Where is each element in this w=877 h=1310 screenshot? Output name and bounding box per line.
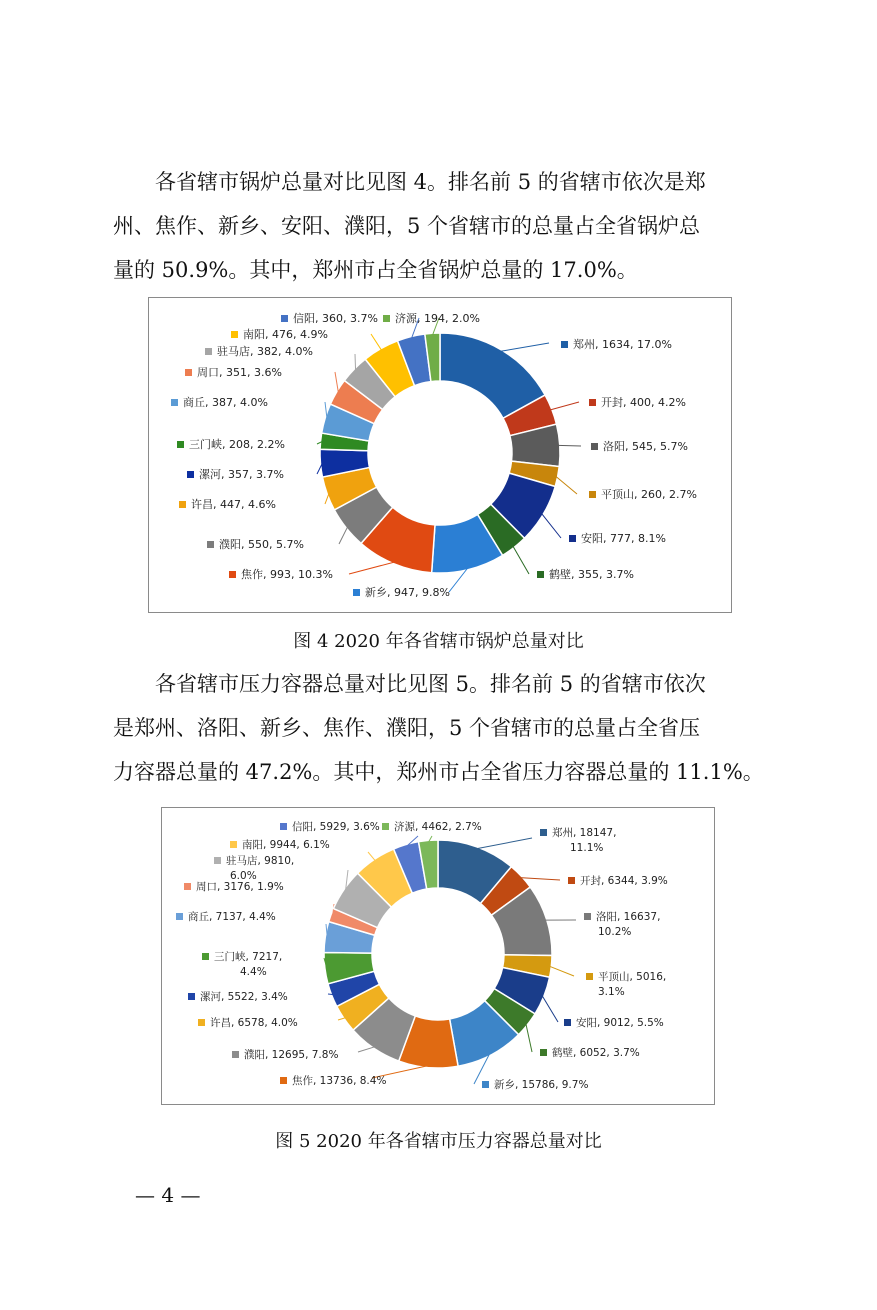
label-marker — [564, 1019, 571, 1026]
data-label: 商丘, 387, 4.0% — [183, 396, 268, 409]
leader-line — [549, 966, 574, 976]
page-number: — 4 — — [135, 1183, 201, 1207]
data-label: 焦作, 993, 10.3% — [241, 568, 333, 581]
data-label: 安阳, 777, 8.1% — [581, 532, 666, 545]
data-label: 新乡, 15786, 9.7% — [494, 1079, 589, 1091]
leader-line — [371, 334, 382, 350]
label-marker — [176, 913, 183, 920]
data-label: 郑州, 18147, — [552, 827, 617, 839]
leader-line — [500, 343, 549, 351]
data-label: 三门峡, 7217, — [214, 951, 283, 963]
paragraph-boilers — [113, 160, 765, 292]
data-label: 南阳, 476, 4.9% — [243, 328, 328, 341]
leader-line — [541, 513, 561, 538]
label-marker — [214, 857, 221, 864]
paragraph-line: 各省辖市锅炉总量对比见图 4。排名前 5 的省辖市依次是郑 — [155, 170, 706, 194]
pressure-vessel-donut-chart — [162, 808, 714, 1104]
leader-line — [556, 476, 577, 494]
label-marker — [591, 443, 598, 450]
paragraph-line: 各省辖市压力容器总量对比见图 5。排名前 5 的省辖市依次 — [155, 672, 706, 696]
leader-line — [335, 372, 338, 393]
label-marker — [280, 823, 287, 830]
paragraph-line: 力容器总量的 47.2%。其中，郑州市占全省压力容器总量的 11.1%。 — [113, 760, 764, 784]
leader-line — [542, 995, 558, 1022]
label-marker — [231, 331, 238, 338]
data-label: 许昌, 447, 4.6% — [191, 498, 276, 511]
data-label: 10.2% — [598, 926, 632, 938]
data-label: 济源, 194, 2.0% — [395, 312, 480, 325]
data-label: 洛阳, 16637, — [596, 911, 661, 923]
label-marker — [561, 341, 568, 348]
data-label: 开封, 6344, 3.9% — [580, 875, 668, 887]
leader-line — [328, 994, 334, 995]
leader-line — [358, 1047, 375, 1052]
data-label: 济源, 4462, 2.7% — [394, 821, 482, 833]
data-label: 驻马店, 9810, — [226, 855, 295, 867]
label-marker — [589, 491, 596, 498]
leader-line — [349, 562, 395, 574]
data-label: 南阳, 9944, 6.1% — [242, 839, 330, 851]
leader-line — [513, 546, 529, 574]
label-marker — [586, 973, 593, 980]
paragraph-line: 量的 50.9%。其中，郑州市占全省锅炉总量的 17.0%。 — [113, 258, 638, 282]
data-label: 漯河, 5522, 3.4% — [200, 991, 288, 1003]
data-label: 平顶山, 260, 2.7% — [601, 488, 697, 501]
data-label: 濮阳, 550, 5.7% — [219, 538, 304, 551]
data-label: 信阳, 360, 3.7% — [293, 312, 378, 325]
label-marker — [540, 1049, 547, 1056]
label-marker — [540, 829, 547, 836]
data-label: 开封, 400, 4.2% — [601, 396, 686, 409]
data-label: 6.0% — [230, 870, 257, 882]
boiler-chart-frame — [148, 297, 732, 613]
label-marker — [230, 841, 237, 848]
label-marker — [537, 571, 544, 578]
leader-line — [368, 852, 376, 861]
data-label: 4.4% — [240, 966, 267, 978]
data-label: 周口, 3176, 1.9% — [196, 881, 284, 893]
data-label: 濮阳, 12695, 7.8% — [244, 1049, 339, 1061]
label-marker — [569, 535, 576, 542]
label-marker — [584, 913, 591, 920]
data-label: 三门峡, 208, 2.2% — [189, 438, 285, 451]
label-marker — [184, 883, 191, 890]
data-label: 洛阳, 545, 5.7% — [603, 440, 688, 453]
label-marker — [482, 1081, 489, 1088]
label-marker — [280, 1077, 287, 1084]
label-marker — [177, 441, 184, 448]
leader-line — [520, 878, 560, 880]
paragraph-pressure-vessels — [113, 662, 765, 794]
data-label: 新乡, 947, 9.8% — [365, 586, 450, 599]
data-label: 商丘, 7137, 4.4% — [188, 911, 276, 923]
label-marker — [232, 1051, 239, 1058]
label-marker — [171, 399, 178, 406]
label-marker — [382, 823, 389, 830]
label-marker — [229, 571, 236, 578]
leader-line — [526, 1023, 532, 1052]
data-label: 11.1% — [570, 842, 604, 854]
label-marker — [179, 501, 186, 508]
label-marker — [202, 953, 209, 960]
data-label: 安阳, 9012, 5.5% — [576, 1017, 664, 1029]
figure-caption-5: 图 5 2020 年各省辖市压力容器总量对比 — [275, 1131, 602, 1152]
figure-caption-4: 图 4 2020 年各省辖市锅炉总量对比 — [293, 631, 584, 652]
pressure-vessel-chart-frame — [161, 807, 715, 1105]
label-marker — [185, 369, 192, 376]
data-label: 驻马店, 382, 4.0% — [217, 345, 313, 358]
label-marker — [353, 589, 360, 596]
label-marker — [383, 315, 390, 322]
label-marker — [198, 1019, 205, 1026]
label-marker — [568, 877, 575, 884]
data-label: 许昌, 6578, 4.0% — [210, 1017, 298, 1029]
data-label: 鹤壁, 6052, 3.7% — [552, 1047, 640, 1059]
paragraph-line: 是郑州、洛阳、新乡、焦作、濮阳，5 个省辖市的总量占全省压 — [113, 716, 701, 740]
label-marker — [281, 315, 288, 322]
data-label: 郑州, 1634, 17.0% — [573, 338, 672, 351]
data-label: 周口, 351, 3.6% — [197, 366, 282, 379]
label-marker — [188, 993, 195, 1000]
leader-line — [355, 354, 356, 371]
data-label: 3.1% — [598, 986, 625, 998]
label-marker — [589, 399, 596, 406]
label-marker — [207, 541, 214, 548]
leader-line — [558, 445, 581, 446]
label-marker — [205, 348, 212, 355]
leader-line — [339, 527, 348, 544]
data-label: 信阳, 5929, 3.6% — [292, 821, 380, 833]
label-marker — [187, 471, 194, 478]
paragraph-line: 州、焦作、新乡、安阳、濮阳，5 个省辖市的总量占全省锅炉总 — [113, 214, 701, 238]
leader-line — [550, 402, 579, 410]
data-label: 鹤壁, 355, 3.7% — [549, 568, 634, 581]
data-label: 焦作, 13736, 8.4% — [292, 1075, 387, 1087]
boiler-donut-chart — [149, 298, 731, 612]
leader-line — [476, 838, 532, 849]
data-label: 平顶山, 5016, — [598, 971, 667, 983]
data-label: 漯河, 357, 3.7% — [199, 468, 284, 481]
